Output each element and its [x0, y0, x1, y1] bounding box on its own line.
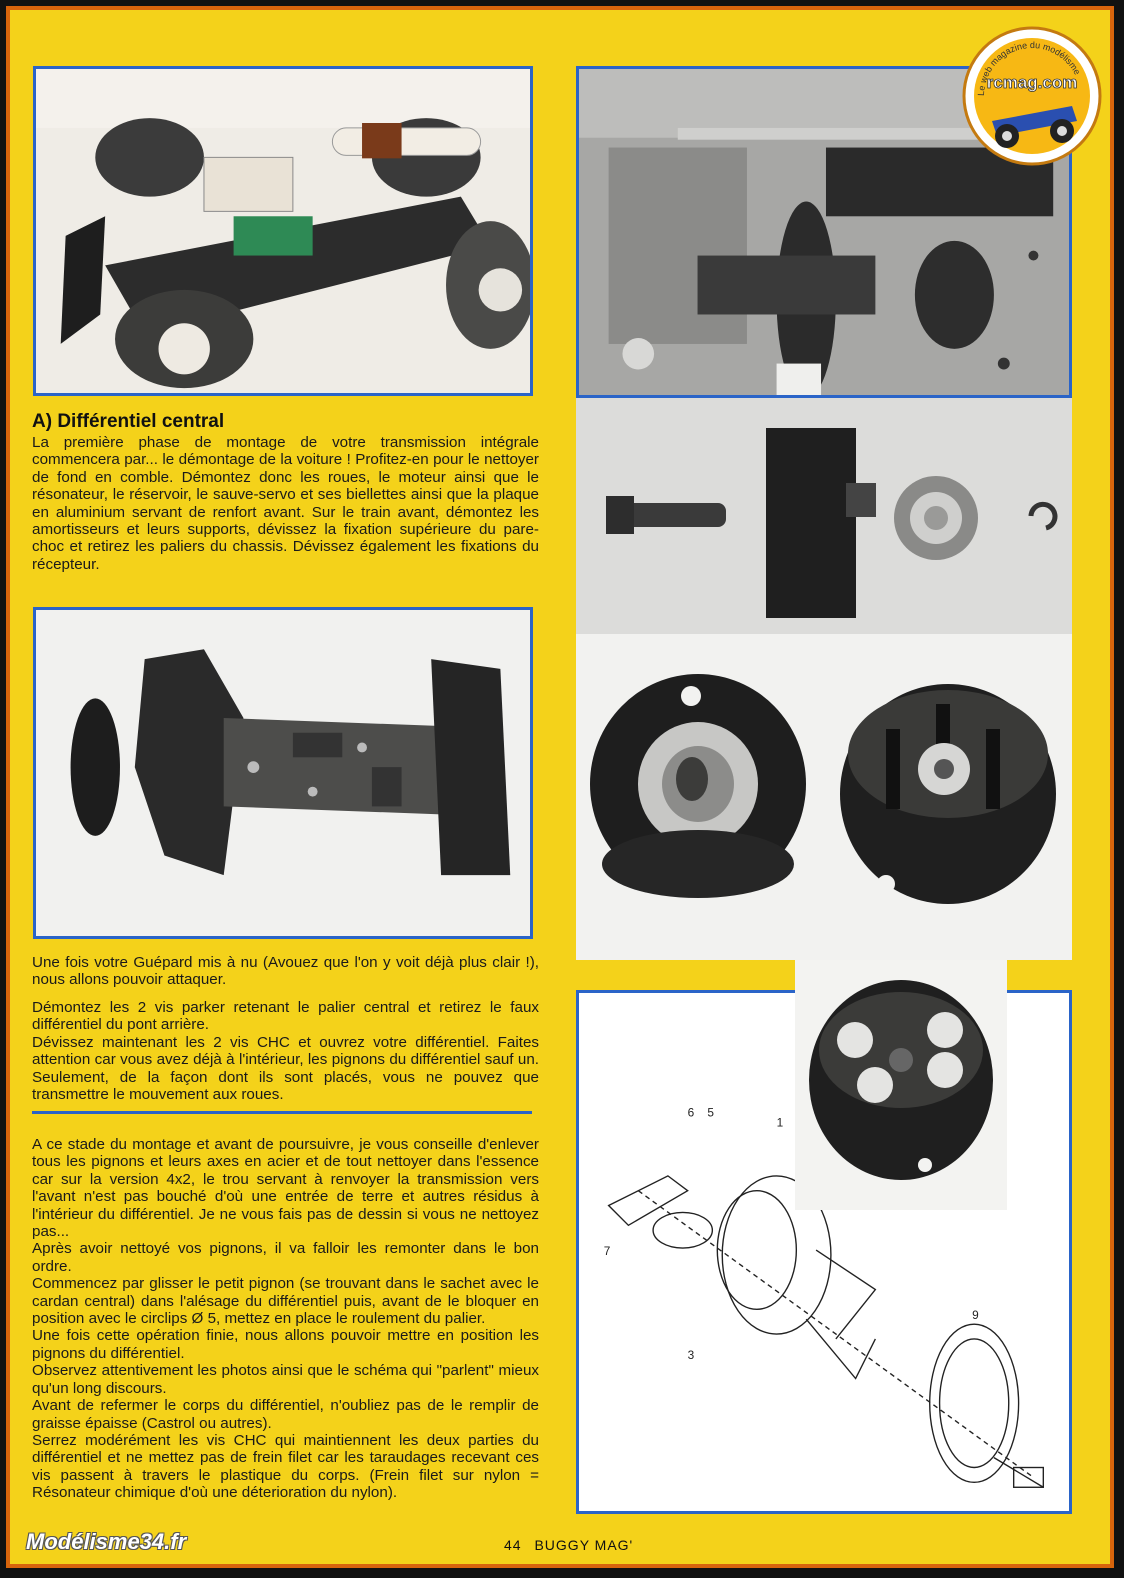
- paragraph-open-diff: Démontez les 2 vis parker retenant le palier central et retirez le faux différentiel du pont arrière. Dévissez maintenant les 2 vis CHC et ouvrez votre différentiel. Faites attention car vous avez déjà à l'intérieur, les pignons du différentiel sauf un. Seulement, de la façon dont ils sont placés, vous ne pouvez que transmettre le mouvement aux roues.: [32, 999, 539, 1104]
- diagram-label-7: 7: [603, 1243, 611, 1258]
- diagram-label-5: 5: [707, 1105, 715, 1120]
- paragraph-strip-done: Une fois votre Guépard mis à nu (Avouez que l'on y voit déjà plus clair !), nous allons pouvoir attaquer.: [32, 954, 539, 989]
- logo-tagline: Le web magazine du modélisme: [975, 39, 1083, 97]
- section-heading: A) Différentiel central: [32, 411, 225, 432]
- photo-diff-housing-open: [826, 634, 1072, 960]
- diagram-label-6: 6: [687, 1105, 695, 1120]
- page-footer: [504, 1537, 633, 1553]
- magazine-page: [6, 6, 1114, 1568]
- photo-buggy-assembled: [33, 66, 533, 396]
- diagram-label-1: 1: [776, 1115, 784, 1130]
- photo-diff-housing-closed: [576, 634, 826, 960]
- photo-stripped-chassis: [33, 607, 533, 939]
- section-divider: [32, 1111, 532, 1114]
- site-watermark: Modélisme34.fr: [26, 1529, 187, 1554]
- rcmag-logo: [962, 26, 1102, 166]
- photo-differential-parts: [576, 398, 1072, 634]
- paragraph-reassembly: A ce stade du montage et avant de poursuivre, je vous conseille d'enlever tous les pignons et leurs axes en acier et de tout nettoyer dans l'essence car sur la version 4x2, le trou servant à renvoyer la transmission vers l'avant n'est pas bouché d'où une entrée de terre et autres résidus à l'intérieur du différentiel. Je ne vous fais pas de dessin si vous ne nettoyez pas... Après avoir nettoyé vos pignons, il va falloir les remonter dans le bon ordre. Commencez par glisser le petit pignon (se trouvant dans le sachet avec le cardan central) dans l'alésage du différentiel puis, avant de le bloquer en position avec le circlips Ø 5, mettez en place le roulement du palier. Une fois cette opération finie, nous allons pouvoir mettre en position les pignons du différentiel. Observez attentivement les photos ainsi que le schéma qui "parlent" mieux qu'un long discours. Avant de refermer le corps du différentiel, n'oubliez pas de le remplir de graisse épaisse (Castrol ou autres). Serrez modérément les vis CHC qui maintiennent les deux parties du différentiel et ne mettez pas de frein filet car les taraudages recevant ces vis passent à travers le plastique du corps. (Frein filet sur nylon = Résonateur chimique d'où une déterioration du nylon).: [32, 1136, 539, 1502]
- diagram-label-9: 9: [972, 1308, 979, 1323]
- logo-site: rcmag.com: [986, 73, 1078, 92]
- photo-diff-gears-assembled: [795, 960, 1007, 1210]
- diagram-label-3: 3: [687, 1347, 695, 1362]
- page-number: 44: [504, 1537, 522, 1553]
- paragraph-intro: La première phase de montage de votre transmission intégrale commencera par... le démontage de la voiture ! Profitez-en pour le nettoyer de fond en comble. Démontez donc les roues, le moteur ainsi que le résonateur, le réservoir, le sauve-servo et ses biellettes ainsi que la plaque en aluminium servant de renfort avant. Sur le train avant, démontez les amortisseurs et leurs supports, dévissez la fixation supérieure du pare-choc et retirez les paliers du chassis. Dévissez également les fixations du récepteur.: [32, 434, 539, 573]
- magazine-name: BUGGY MAG': [534, 1537, 634, 1553]
